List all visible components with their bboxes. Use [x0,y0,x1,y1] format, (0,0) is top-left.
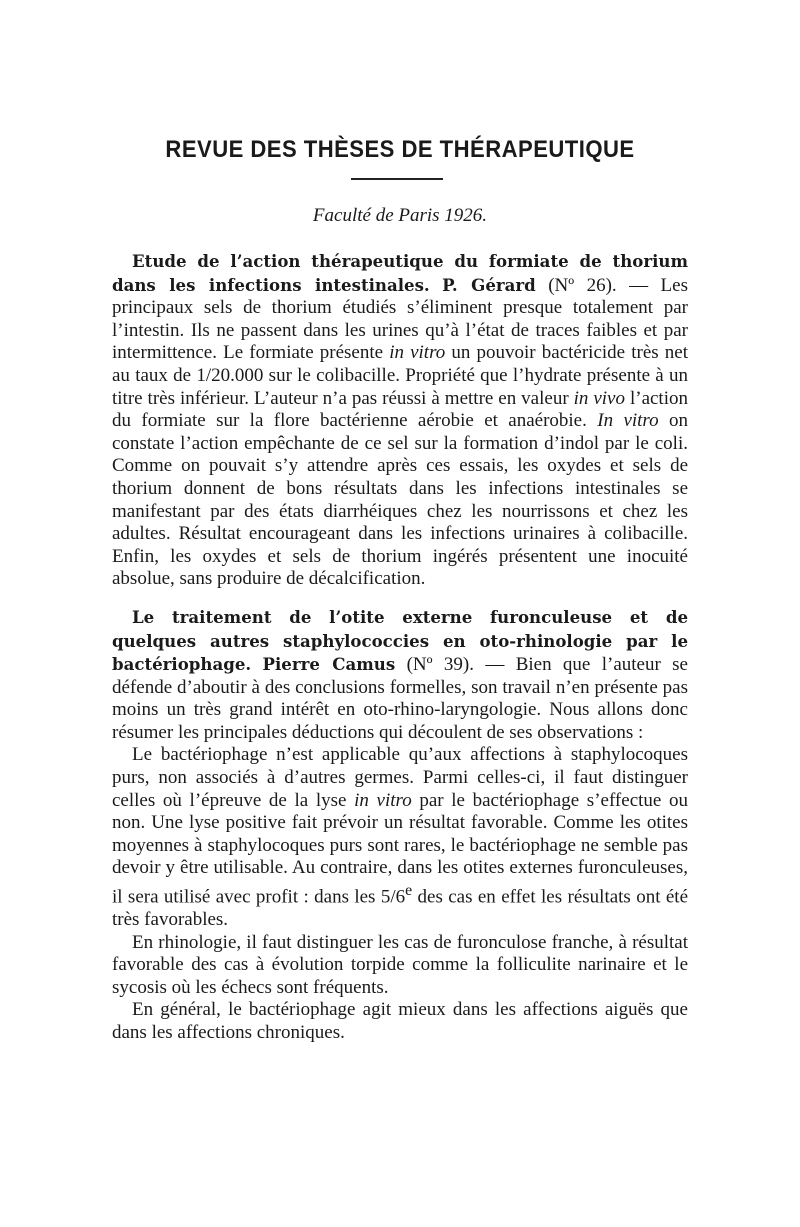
article-paragraph [112,999,688,1044]
article-text-italic: In vitro [597,410,659,432]
thesis-number: (Nº 26). [548,274,617,296]
article-text-italic: in vitro [354,789,412,811]
article-author: P. Gérard [442,274,536,295]
faculty-subtitle: Faculté de Paris 1926. [312,205,488,226]
thesis-number: (Nº 39). [406,654,474,676]
article-text: — Bien que l’auteur se défende d’aboutir à des conclusions formelles, son travail n’en présente pas moins un très grand intérêt en oto-rhino-laryngologie. Nous allons donc résumer les principales déductions qui découlent de ses observations : [112,654,688,743]
page-title: REVUE DES THÈSES DE THÉRAPEUTIQUE [165,136,635,163]
article-paragraph [112,606,688,745]
article-title: Le traitement de l’otite externe furonculeuse et de quelques autres staphylococcies en oto-rhinologie par le bactériophage. [112,606,688,675]
article-text: En rhinologie, il faut distinguer les cas de furonculose franche, à résultat favorable des cas à évolution torpide comme la folliculite narinaire et le sycosis où les échecs sont fréquents. [112,931,688,998]
article-paragraph [112,744,688,931]
article-paragraph [112,932,688,1000]
article-author: Pierre Camus [262,654,396,675]
superscript: e [405,882,413,900]
article-text-italic: in vitro [389,342,446,364]
article-text: des cas en effet les résultats ont été très favorables. [112,886,689,930]
article-text-italic: in vivo [573,387,625,409]
article-text: un pouvoir bactéricide très net au taux de 1/20.000 sur le colibacille. Propriété que l’hydrate présente à un titre très inférieur. L’auteur n’a pas réussi à mettre en valeur [112,342,688,409]
article-text: En général, le bactériophage agit mieux dans les affections aiguës que dans les affections chroniques. [112,999,688,1043]
title-rule [351,178,443,180]
article-paragraph [112,250,688,591]
article-text: l’action du formiate sur la flore bactérienne aérobie et anaérobie. [112,387,688,432]
article-text: Le bactériophage n’est applicable qu’aux affections à staphylocoques purs, non associés à d’autres germes. Parmi celles-ci, il faut distinguer celles où l’épreuve de la lyse [112,744,688,811]
article-text: — Les principaux sels de thorium étudiés s’éliminent presque totalement par l’intestin. Ils ne passent dans les urines qu’à l’état de traces faibles et par intermittence. Le formiate présente [112,274,688,364]
article-text: on constate l’action empêchante de ce sel sur la formation d’indol par le coli. Comme on pouvait s’y attendre après ces essais, les oxydes et sels de thorium donnent de bons résultats dans les infections intestinales se manifestant par des états diarrhéiques chez les nourrissons et chez les adultes. Résultat encourageant dans les infections urinaires à colibacille. Enfin, les oxydes et sels de thorium ingérés présentent une inocuité absolue, sans produire de décalcification. [112,410,689,590]
article-text: par le bactériophage s’effectue ou non. Une lyse positive fait prévoir un résultat favorable. Comme les otites moyennes à staphylocoques purs sont rares, le bactériophage ne semble pas devoir y être utilisable. Au contraire, dans les otites externes furonculeuses, il sera utilisé avec profit : dans les 5/6 [112,789,688,908]
article-title: Etude de l’action thérapeutique du formiate de thorium dans les infections intestinales. [112,251,688,295]
review-body [112,250,688,1045]
